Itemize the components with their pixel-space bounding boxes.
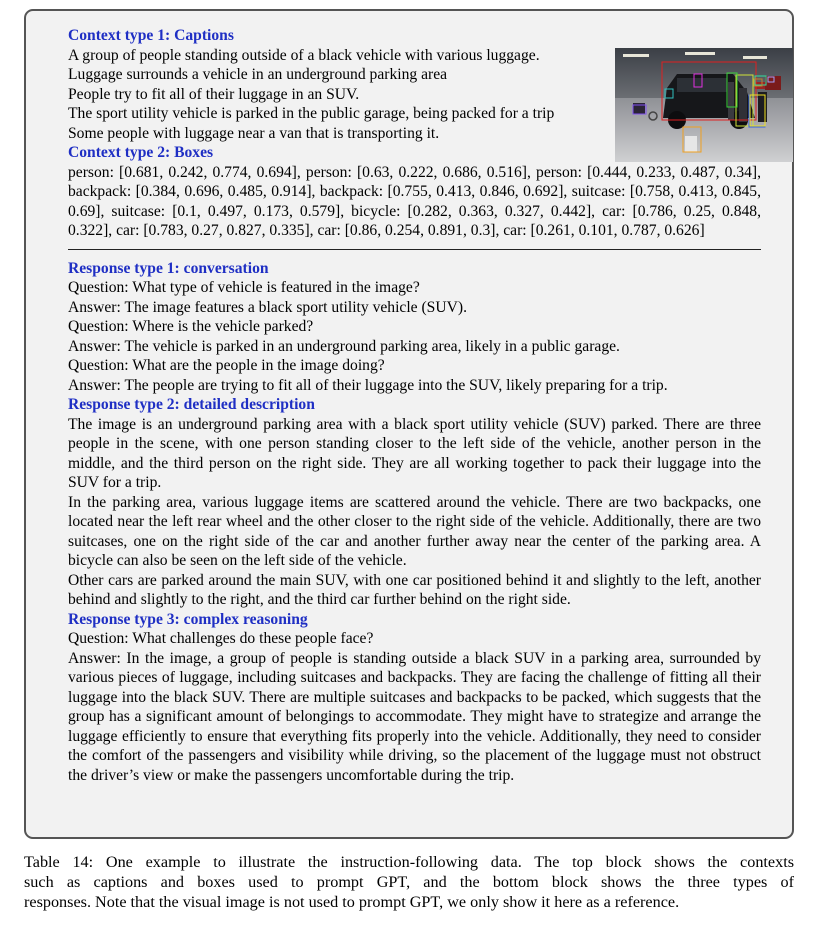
- reasoning-section: [68, 610, 761, 649]
- reasoning-answer: Answer: In the image, a group of people is standing outside a black SUV in a parking area, surrounded by various pieces of luggage, including suitcases and backpacks. They are facing the challenge of fitting all their luggage into the black SUV. There are multiple suitcases and backpacks to be packed, which suggests that the group has a significant amount of belongings to accommodate. They might have to strategize and arrange the luggage efficiently to ensure that everything fits properly into the vehicle. Additionally, they need to consider the comfort of the passengers and visibility while driving, so the placement of the luggage must not obstruct the driver’s view or make the passengers uncomfortable during the trip.: [68, 649, 761, 784]
- suv-with-luggage-image: [615, 48, 793, 162]
- parking-garage-photo: [615, 48, 793, 162]
- reasoning-question: Question: What challenges do these people face?: [68, 630, 374, 647]
- caption-line: such as captions and boxes used to prompt GPT, and the bottom block shows the three types of: [24, 873, 794, 891]
- conversation-line: Question: Where is the vehicle parked?: [68, 318, 314, 335]
- caption-line: responses. Note that the visual image is not used to prompt GPT, we only show it here as a reference.: [24, 893, 680, 911]
- caption-line: A group of people standing outside of a black vehicle with various luggage.: [68, 46, 540, 64]
- caption-line: People try to fit all of their luggage in an SUV.: [68, 85, 360, 103]
- caption-line: Some people with luggage near a van that is transporting it.: [68, 124, 440, 142]
- conversation-section: [68, 259, 761, 415]
- conversation-line: Question: What are the people in the image doing?: [68, 357, 385, 374]
- caption-line: Table 14: One example to illustrate the instruction-following data. The top block shows the contexts: [24, 853, 794, 871]
- caption-line: Luggage surrounds a vehicle in an underground parking area: [68, 66, 448, 83]
- boxes-heading: Context type 2: Boxes: [68, 144, 214, 161]
- table-caption: [24, 852, 794, 912]
- example-box: [24, 9, 794, 839]
- captions-heading: Context type 1: Captions: [68, 27, 234, 44]
- boxes-text: person: [0.681, 0.242, 0.774, 0.694], person: [0.63, 0.222, 0.686, 0.516], person: [0.444, 0.233, 0.487, 0.34], backpack: [0.384, 0.696, 0.485, 0.914], backpack: [0.755, 0.413, 0.846, 0.692], suitcase: [0.758, 0.413, 0.845, 0.69], suitcase: [0.1, 0.497, 0.173, 0.579], bicycle: [0.282, 0.363, 0.327, 0.442], car: [0.786, 0.25, 0.848, 0.322], car: [0.783, 0.27, 0.827, 0.335], car: [0.86, 0.254, 0.891, 0.3], car: [0.261, 0.101, 0.787, 0.626]: [68, 163, 761, 239]
- detailed-paragraph: In the parking area, various luggage items are scattered around the vehicle. There are two backpacks, one located near the left rear wheel and the other closer to the right side of the vehicle. Additionally, there are two suitcases, one on the right side of the car and another further away near the center of the parking area. A bicycle can also be seen on the left side of the vehicle.: [68, 493, 761, 569]
- detailed-paragraph: Other cars are parked around the main SUV, with one car positioned behind it and slightly to the left, another behind and slightly to the right, and the third car further behind on the right side.: [68, 571, 761, 608]
- conversation-heading: Response type 1: conversation: [68, 259, 269, 277]
- conversation-line: Question: What type of vehicle is featured in the image?: [68, 279, 420, 296]
- conversation-line: Answer: The people are trying to fit all of their luggage into the SUV, likely preparing for a trip.: [68, 376, 668, 394]
- section-divider: [68, 249, 761, 250]
- caption-line: The sport utility vehicle is parked in the public garage, being packed for a trip: [68, 105, 555, 122]
- conversation-line: Answer: The image features a black sport utility vehicle (SUV).: [68, 298, 467, 316]
- detailed-paragraph: The image is an underground parking area with a black sport utility vehicle (SUV) parked. There are three people in the scene, with one person standing closer to the left side of the vehicle, another person in the middle, and the third person on the right side. They are all working together to pack their luggage into the SUV for a trip.: [68, 415, 761, 491]
- reasoning-heading: Response type 3: complex reasoning: [68, 610, 308, 628]
- detailed-heading: Response type 2: detailed description: [68, 396, 315, 413]
- conversation-line: Answer: The vehicle is parked in an underground parking area, likely in a public garage.: [68, 337, 620, 355]
